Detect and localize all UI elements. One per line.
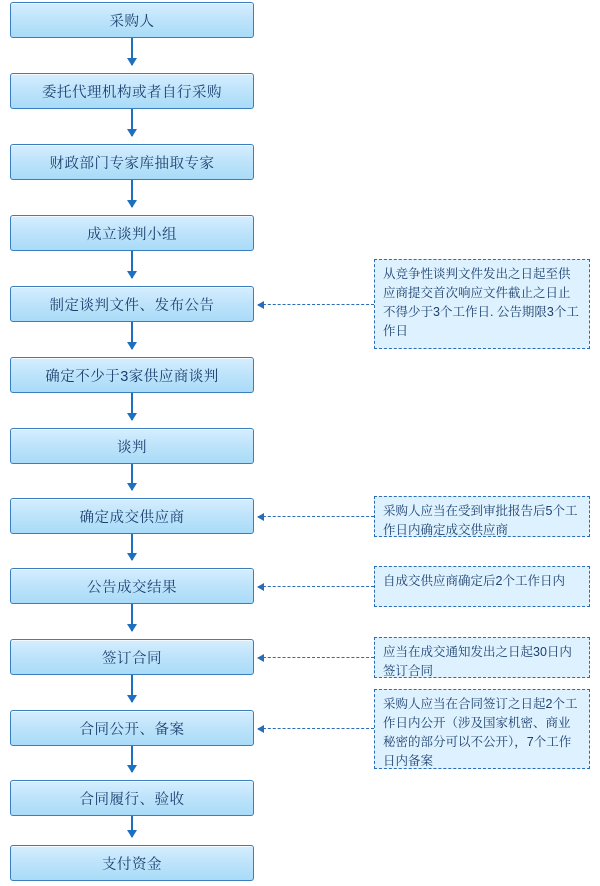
flow-arrow-2-3 xyxy=(131,109,133,136)
flow-node-label: 合同履行、验收 xyxy=(79,791,185,808)
flow-node-8[interactable] xyxy=(10,498,254,534)
flow-node-6[interactable] xyxy=(10,357,254,393)
flow-arrow-11-12 xyxy=(131,746,133,772)
flow-node-2[interactable] xyxy=(10,73,254,109)
flow-node-label: 财政部门专家库抽取专家 xyxy=(49,155,215,172)
flow-node-label: 成立谈判小组 xyxy=(87,226,177,243)
flow-node-1[interactable] xyxy=(10,2,254,38)
note-text: 采购人应当在合同签订之日起2个工作日内公开（涉及国家机密、商业秘密的部分可以不公开），7个工作日内备案 xyxy=(383,697,578,768)
flow-node-12[interactable] xyxy=(10,780,254,816)
note-connector-1 xyxy=(258,304,374,305)
flow-node-label: 签订合同 xyxy=(102,650,162,667)
note-negotiation-document xyxy=(374,259,590,349)
flow-node-label: 支付资金 xyxy=(102,856,162,873)
flow-arrow-5-6 xyxy=(131,322,133,349)
note-confirm-supplier xyxy=(374,496,590,537)
flow-arrow-9-10 xyxy=(131,604,133,631)
note-connector-5 xyxy=(258,728,374,729)
note-connector-2 xyxy=(258,516,374,517)
note-connector-3 xyxy=(258,586,374,587)
flow-node-label: 制定谈判文件、发布公告 xyxy=(49,297,215,314)
note-text: 从竞争性谈判文件发出之日起至供应商提交首次响应文件截止之日止不得少于3个工作日. 公告期限3个工作日 xyxy=(383,267,579,338)
flow-node-13[interactable] xyxy=(10,845,254,881)
flow-arrow-8-9 xyxy=(131,534,133,560)
flow-node-label: 确定成交供应商 xyxy=(79,509,185,526)
note-contract-disclosure xyxy=(374,689,590,769)
flow-arrow-7-8 xyxy=(131,464,133,490)
note-connector-4 xyxy=(258,657,374,658)
note-text: 应当在成交通知发出之日起30日内签订合同 xyxy=(383,645,572,678)
flow-node-4[interactable] xyxy=(10,215,254,251)
flow-node-10[interactable] xyxy=(10,639,254,675)
note-sign-contract xyxy=(374,637,590,678)
flow-arrow-3-4 xyxy=(131,180,133,207)
flow-node-label: 合同公开、备案 xyxy=(79,721,185,738)
flow-arrow-6-7 xyxy=(131,393,133,420)
flow-node-label: 采购人 xyxy=(109,13,155,30)
flow-node-label: 谈判 xyxy=(117,439,147,456)
flow-node-label: 确定不少于3家供应商谈判 xyxy=(45,368,219,385)
note-text: 自成交供应商确定后2个工作日内 xyxy=(383,574,565,588)
flow-node-9[interactable] xyxy=(10,568,254,604)
flow-arrow-10-11 xyxy=(131,675,133,702)
flow-node-3[interactable] xyxy=(10,144,254,180)
flow-arrow-12-13 xyxy=(131,816,133,837)
note-announce-result xyxy=(374,566,590,607)
flow-arrow-4-5 xyxy=(131,251,133,278)
flow-node-7[interactable] xyxy=(10,428,254,464)
note-text: 采购人应当在受到审批报告后5个工作日内确定成交供应商 xyxy=(383,504,578,537)
flow-node-label: 公告成交结果 xyxy=(87,579,177,596)
flow-arrow-1-2 xyxy=(131,38,133,65)
flow-node-11[interactable] xyxy=(10,710,254,746)
flow-node-5[interactable] xyxy=(10,286,254,322)
flow-node-label: 委托代理机构或者自行采购 xyxy=(42,84,222,101)
